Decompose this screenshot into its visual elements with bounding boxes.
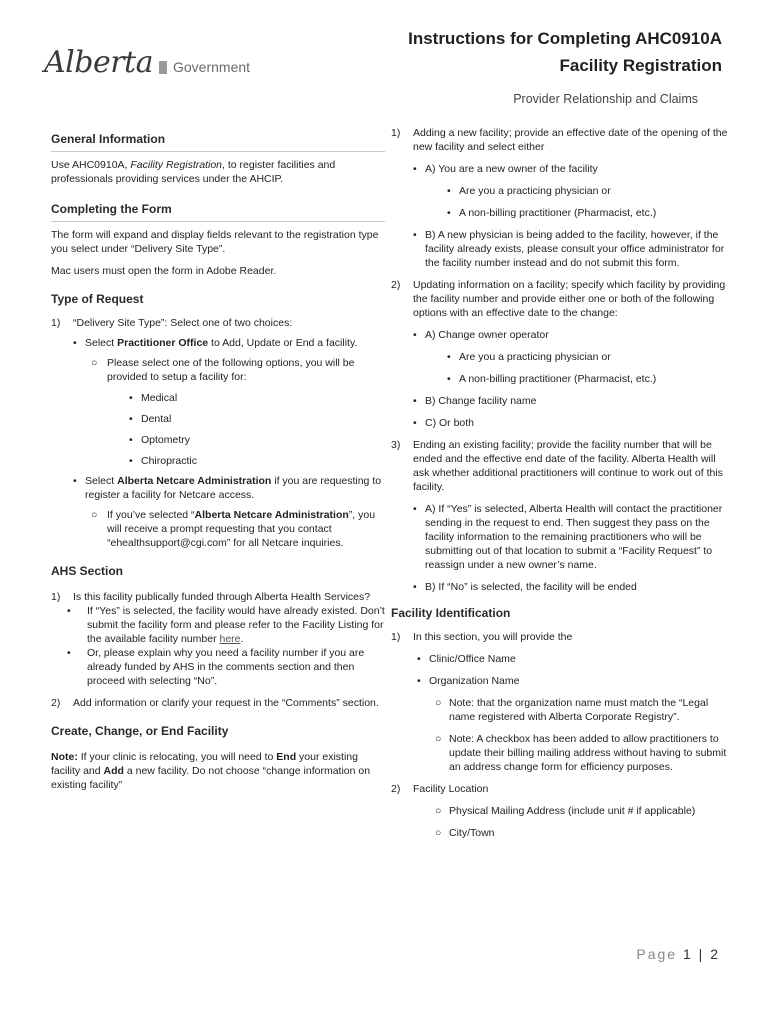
fi-item-1: 1) In this section, you will provide the <box>391 631 573 643</box>
fi-item-2: 2) Facility Location <box>391 783 489 795</box>
option-medical: • Medical <box>129 392 178 404</box>
logo-government-text: Government <box>173 59 251 75</box>
type-heading: Type of Request <box>51 292 144 306</box>
alberta-government-logo <box>44 45 251 80</box>
option-chiropractic: • Chiropractic <box>129 455 198 467</box>
ahs-yes-item: • If “Yes” is selected, the facility would have already existed. Don’t submit the facility form and please refer to the Facility Listing for the available facility number here. <box>67 605 385 645</box>
document-title-line1: Instructions for Completing AHC0910A <box>408 29 722 48</box>
facility-identification-heading: Facility Identification <box>391 606 511 620</box>
right-item-1b: • B) A new physician is being added to the facility, however, if the facility already exists, please consult your office administrator for the facility number instead and do not submit this form. <box>413 229 725 269</box>
general-heading: General Information <box>51 132 385 152</box>
facility-listing-link[interactable]: here <box>219 633 241 645</box>
ahs-item-1: 1) Is this facility publically funded through Alberta Health Services? <box>51 591 371 603</box>
right-item-3b: • B) If “No” is selected, the facility will be ended <box>413 581 637 593</box>
right-item-2: 2) Updating information on a facility; specify which facility by providing the facility number and provide either one or both of the following options with an effective date to the change: <box>391 279 726 319</box>
fi-city-town: ○ City/Town <box>435 827 495 839</box>
option-dental: • Dental <box>129 413 172 425</box>
netcare-admin-item: • Select Alberta Netcare Administration if you are requesting to register a facility for Netcare access. <box>73 475 382 501</box>
fi-note-1: ○ Note: that the organization name must match the “Legal name registered with Alberta Corporate Registry”. <box>435 697 709 723</box>
document-title-line2: Facility Registration <box>559 56 722 75</box>
ahs-heading: AHS Section <box>51 564 124 578</box>
right-item-2a1: • Are you a practicing physician or <box>447 351 611 363</box>
page-header <box>0 0 770 115</box>
ahs-item-2: 2) Add information or clarify your request in the “Comments” section. <box>51 697 379 709</box>
right-item-2a: • A) Change owner operator <box>413 329 549 341</box>
ahs-or-item: • Or, please explain why you need a facility number if you are already funded by AHS in the comments section and then proceed with selecting “No”. <box>67 647 365 687</box>
fi-note-2: ○ Note: A checkbox has been added to allow practitioners to update their billing mailing address without having to submit an address change form for efficiency purposes. <box>435 733 727 773</box>
right-item-1: 1) Adding a new facility; provide an effective date of the opening of the new facility and select either <box>391 127 728 153</box>
option-optometry: • Optometry <box>129 434 191 446</box>
fi-clinic-name: • Clinic/Office Name <box>417 653 516 665</box>
completing-text-2: Mac users must open the form in Adobe Reader. <box>51 265 277 277</box>
right-item-1a2: • A non-billing practitioner (Pharmacist, etc.) <box>447 207 657 219</box>
fi-organization-name: • Organization Name <box>417 675 520 687</box>
completing-heading: Completing the Form <box>51 202 385 222</box>
right-column <box>391 126 729 840</box>
right-item-1a1: • Are you a practicing physician or <box>447 185 611 197</box>
relocation-note: Note: If your clinic is relocating, you will need to End your existing facility and Add a new facility. Do not choose “change information on existing facility” <box>51 751 371 791</box>
right-item-2a2: • A non-billing practitioner (Pharmacist, etc.) <box>447 373 657 385</box>
practitioner-office-sub: ○ Please select one of the following options, you will be provided to setup a facility for: <box>91 357 355 383</box>
fi-mailing-address: ○ Physical Mailing Address (include unit # if applicable) <box>435 805 696 817</box>
completing-text-1: The form will expand and display fields relevant to the registration type you select under “Delivery Site Type”. <box>51 229 379 255</box>
logo-wordmark: Alberta <box>44 45 153 80</box>
document-subtitle: Provider Relationship and Claims <box>513 92 698 106</box>
right-item-2c: • C) Or both <box>413 417 475 429</box>
practitioner-office-item: • Select Practitioner Office to Add, Update or End a facility. <box>73 337 358 349</box>
logo-separator <box>159 61 167 74</box>
right-item-2b: • B) Change facility name <box>413 395 537 407</box>
right-item-1a: • A) You are a new owner of the facility <box>413 163 598 175</box>
cce-heading: Create, Change, or End Facility <box>51 724 229 738</box>
general-text: Use AHC0910A, Facility Registration, to register facilities and professionals providing services under the AHCIP. <box>51 159 336 185</box>
netcare-admin-sub: ○ If you’ve selected “Alberta Netcare Administration”, you will receive a prompt requesting that you contact “ehealthsupport@cgi.com” for all Netcare inquiries. <box>91 509 376 549</box>
right-item-3: 3) Ending an existing facility; provide the facility number that will be ended and the effective end date of the facility. Alberta Health will ask whether additional practitioners will continue to work out of this facility. <box>391 439 723 493</box>
page-number: Page 1 | 2 <box>636 946 720 962</box>
right-item-3a: • A) If “Yes” is selected, Alberta Health will contact the practitioner sending in the request to end. Then suggest they pass on the facility information to the remaining practitioners who will be submitting out of that location to submit a “Facility Request” to reassign under a new owner’s name. <box>413 503 723 571</box>
left-column <box>51 126 385 792</box>
type-item-1: 1) “Delivery Site Type”: Select one of two choices: <box>51 317 293 329</box>
